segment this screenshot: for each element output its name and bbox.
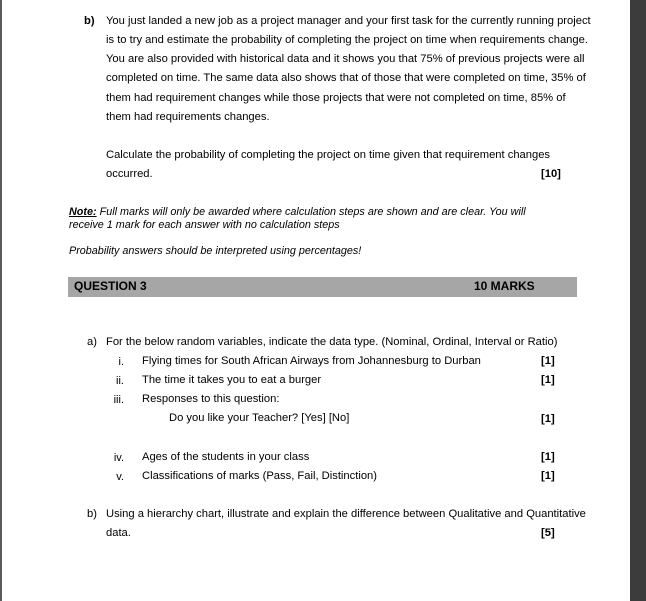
item-i-text: Flying times for South African Airways from Johannesburg to Durban	[142, 355, 481, 367]
part-b-line-2: is to try and estimate the probability of completing the project on time when requirements change.	[106, 34, 588, 46]
q3a-label: a)	[87, 336, 97, 348]
item-v-text: Classifications of marks (Pass, Fail, Distinction)	[142, 470, 377, 482]
item-ii-text: The time it takes you to eat a burger	[142, 374, 322, 386]
part-b-line-5: them had requirement changes while those projects that were not completed on time, 85% of	[106, 92, 566, 104]
item-iii-number: iii.	[113, 394, 124, 406]
item-ii-number: ii.	[116, 375, 124, 387]
item-iv-number: iv.	[113, 452, 124, 464]
question-3-marks: 10 MARKS	[474, 279, 535, 293]
q3b-marks: [5]	[541, 527, 555, 539]
part-b-line-1: You just landed a new job as a project manager and your first task for the currently running project	[106, 15, 591, 27]
part-b-label: b)	[84, 15, 95, 27]
note-text-1: Full marks will only be awarded where calculation steps are shown and are clear. You will	[96, 206, 526, 218]
part-b-question-line-2: occurred.	[106, 168, 153, 180]
item-iii-text: Responses to this question:	[142, 393, 280, 405]
part-b-line-6: them had requirements changes.	[106, 111, 270, 123]
q3a-text: For the below random variables, indicate the data type. (Nominal, Ordinal, Interval or Ratio)	[106, 336, 558, 348]
document-page	[2, 0, 630, 601]
item-iii-marks: [1]	[541, 413, 555, 425]
note-line-2: receive 1 mark for each answer with no calculation steps	[69, 219, 340, 231]
item-iv-text: Ages of the students in your class	[142, 451, 310, 463]
viewer-right-edge	[630, 0, 646, 601]
note-label: Note:	[69, 206, 97, 218]
probability-instruction: Probability answers should be interpreted using percentages!	[69, 245, 362, 257]
item-i-number: i.	[118, 356, 124, 368]
item-ii-marks: [1]	[541, 374, 555, 386]
note-line-1	[69, 206, 526, 218]
q3b-line-2: data.	[106, 527, 131, 539]
item-v-number: v.	[116, 471, 124, 483]
item-i-marks: [1]	[541, 355, 555, 367]
item-v-marks: [1]	[541, 470, 555, 482]
q3b-label: b)	[87, 508, 97, 520]
item-iii-subtext: Do you like your Teacher? [Yes] [No]	[169, 412, 350, 424]
question-3-header	[68, 277, 577, 297]
part-b-question-line-1: Calculate the probability of completing the project on time given that requirement changes	[106, 149, 551, 161]
q3b-line-1: Using a hierarchy chart, illustrate and explain the difference between Qualitative and Quantitative	[106, 508, 586, 520]
part-b-line-4: completed on time. The same data also shows that of those that were completed on time, 35% of	[106, 72, 586, 84]
item-iv-marks: [1]	[541, 451, 555, 463]
part-b-marks: [10]	[541, 168, 561, 180]
part-b-line-3: You are also provided with historical data and it shows you that 75% of previous projects were all	[106, 53, 585, 65]
question-3-title: QUESTION 3	[74, 279, 147, 293]
